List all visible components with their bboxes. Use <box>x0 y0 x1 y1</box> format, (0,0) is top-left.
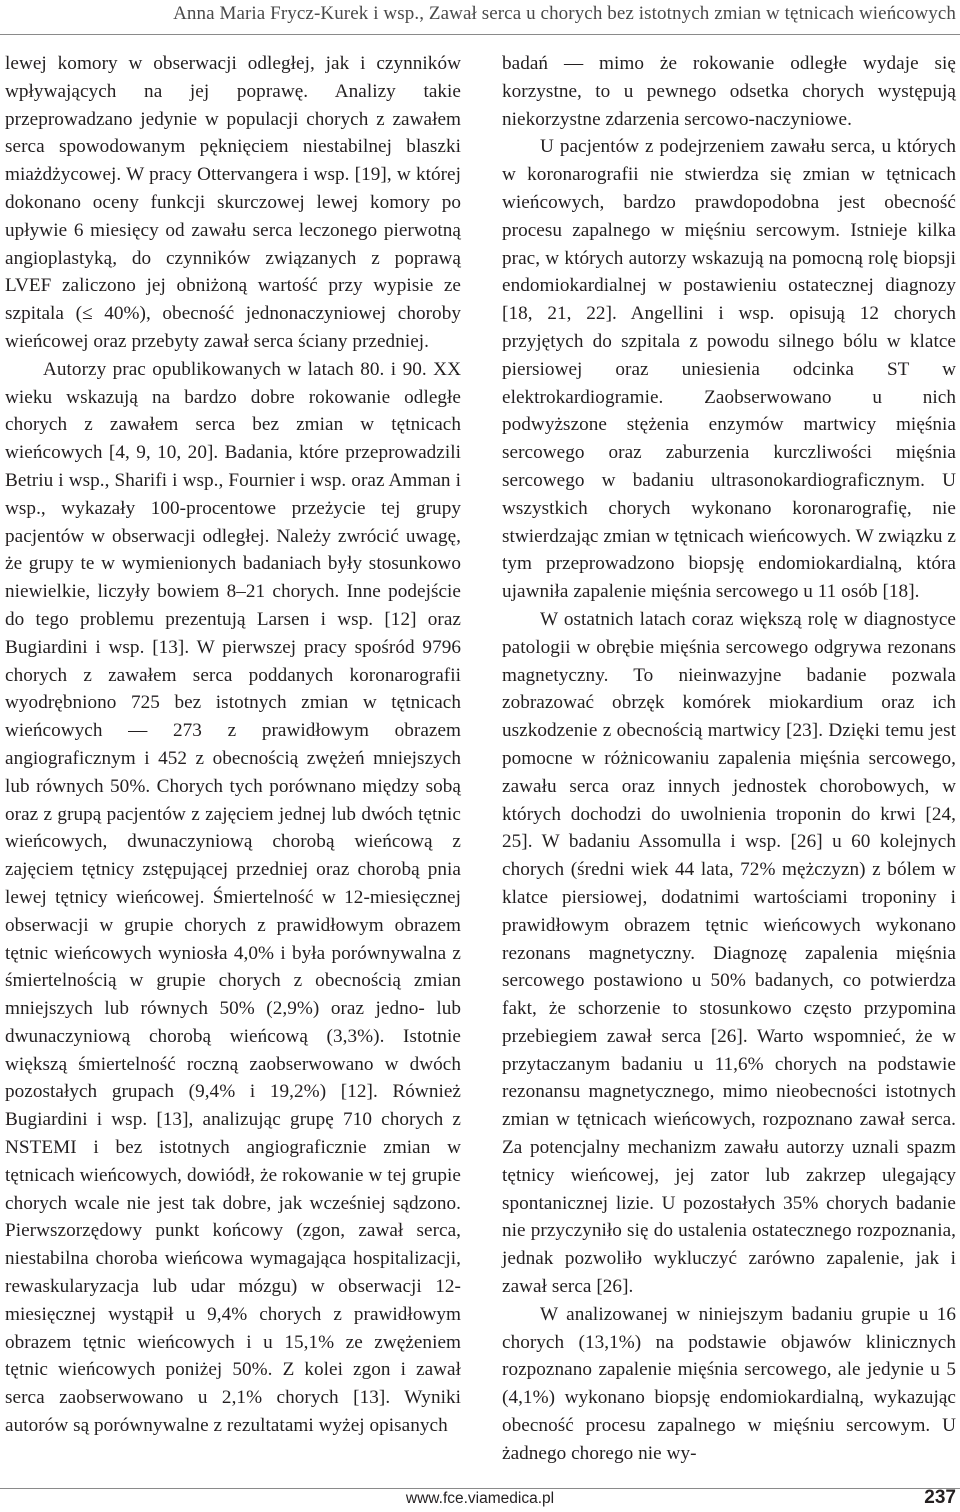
paragraph: Autorzy prac opublikowanych w latach 80. i 90. XX wieku wskazują na bardzo dobre rokowanie odległe chorych z zawałem serca bez zmian w tętnicach wieńcowych [4, 9, 10, 20]. Badania, które przeprowadzili Betriu i wsp., Sharifi i wsp., Fournier i wsp. oraz Amman i wsp., wykazały 100-procentowe przeżycie tej grupy pacjentów w obserwacji odległej. Należy zwrócić uwagę, że grupy te w wymienionych badaniach były stosunkowo niewielkie, liczyły bowiem 8–21 chorych. Inne podejście do tego problemu prezentują Larsen i wsp. [12] oraz Bugiardini i wsp. [13]. W pierwszej pracy spośród 9796 chorych z zawałem serca poddanych koronarografii wyodrębniono 725 bez istotnych zmian w tętnicach wieńcowych — 273 z prawidłowym obrazem angiograficznym i 452 z obecnością zwężeń mniejszych lub równych 50%. Chorych tych porównano między sobą oraz z grupą pacjentów z zajęciem jednej lub dwóch tętnic wieńcowych, dwunaczyniową chorobą wieńcową z zajęciem tętnicy zstępującej przedniej oraz chorobą pnia lewej tętnicy wieńcowej. Śmiertelność w 12-miesięcznej obserwacji w grupie chorych z prawidłowym obrazem tętnic wieńcowych wyniosła 4,0% i była porównywalna z śmiertelnością w grupie chorych z obecnością zmian mniejszych lub równych 50% (2,9%) oraz jedno- lub dwunaczyniową chorobą wieńcową (3,3%). Istotnie większą śmiertelność roczną zaobserwowano w dwóch pozostałych grupach (9,4% i 19,2%) [12]. Również Bugiardini i wsp. [13], analizując grupę 710 chorych z NSTEMI i bez istotnych angiograficznie zmian w tętnicach wieńcowych, dowiódł, że rokowanie w tej grupie chorych wcale nie jest tak dobre, jak wcześniej sądzono. Pierwszorzędowy punkt końcowy (zgon, zawał serca, niestabilna choroba wieńcowa wymagająca hospitalizacji, rewaskularyzacja lub udar mózgu) w obserwacji 12-miesięcznej wystąpił u 9,4% chorych z prawidłowym obrazem tętnic wieńcowych i u 15,1% ze zwężeniem tętnic wieńcowych poniżej 50%. Z kolei zgon i zawał serca zaobserwowano u 2,1% chorych [13]. Wyniki autorów są porównywalne z rezultatami wyżej opisanych <box>5 358 461 1437</box>
journal-url[interactable]: www.fce.viamedica.pl <box>405 1490 555 1507</box>
paragraph: W ostatnich latach coraz większą rolę w diagnostyce patologii w obrębie mięśnia sercowego odgrywa rezonans magnetyczny. To nieinwazyjne badanie pozwala zobrazować obrzęk komórek miokardium oraz ich uszkodzenie z obecnością martwicy [23]. Dzięki temu jest pomocne w różnicowaniu zapalenia mięśnia sercowego, zawału serca oraz innych jednostek chorobowych, w których dochodzi do uwolnienia troponin do krwi [24, 25]. W badaniu Assomulla i wsp. [26] u 60 kolejnych chorych (średni wiek 44 lata, 72% mężczyzn) z bólem w klatce piersiowej, dodatnimi wartościami troponiny i prawidłowym obrazem tętnic wieńcowych wykonano rezonans magnetyczny. Diagnozę zapalenia mięśnia sercowego postawiono u 50% badanych, co potwierdza fakt, że schorzenie to stosunkowo często przypomina przebiegiem zawał serca [26]. Warto wspomnieć, że w przytaczanym badaniu u 11,6% chorych na podstawie rezonansu magnetycznego, mimo nieobecności istotnych zmian w tętnicach wieńcowych, rozpoznano zawał serca. Za potencjalny mechanizm zawału autorzy uznali spazm tętnicy wieńcowej, jej zator lub zakrzep ulegający spontanicznej lizie. U pozostałych 35% chorych badanie nie przyczyniło się do ustalenia ostatecznego rozpoznania, jednak pozwoliło wykluczyć zarówno zapalenie, jak i zawał serca [26]. <box>502 608 956 1298</box>
footer-divider <box>0 1488 960 1489</box>
running-head: Anna Maria Frycz-Kurek i wsp., Zawał serca u chorych bez istotnych zmian w tętnicach wieńcowych <box>173 3 956 24</box>
right-column <box>502 50 956 1468</box>
header-divider <box>0 34 960 35</box>
paragraph: U pacjentów z podejrzeniem zawału serca, u których w koronarografii nie stwierdza się zmian w tętnicach wieńcowych, bardzo prawdopodobna jest obecność procesu zapalnego w mięśniu sercowym. Istnieje kilka prac, w których autorzy wskazują na pomocną rolę biopsji endomiokardialnej w postawieniu ostatecznej diagnozy [18, 21, 22]. Angellini i wsp. opisują 12 chorych przyjętych do szpitala z powodu silnego bólu w klatce piersiowej oraz uniesienia odcinka ST w elektrokardiogramie. Zaobserwowano u nich podwyższone stężenia enzymów martwicy mięśnia sercowego oraz zaburzenia kurczliwości mięśnia sercowego w badaniu ultrasonokardiograficznym. U wszystkich chorych wykonano koronarografię, nie stwierdzając zmian w tętnicach wieńcowych. W związku z tym przeprowadzono biopsję endomiokardialną, która ujawniła zapalenie mięśnia sercowego u 11 osób [18]. <box>502 136 956 603</box>
paragraph: W analizowanej w niniejszym badaniu grupie u 16 chorych (13,1%) na podstawie objawów klinicznych rozpoznano zapalenie mięśnia sercowego, ale jedynie u 5 (4,1%) wykonano biopsję endomiokardialną, wykazując obecność procesu zapalnego w mięśniu sercowym. U żadnego chorego nie wy- <box>502 1303 956 1464</box>
page-number: 237 <box>924 1487 956 1508</box>
paragraph: badań — mimo że rokowanie odległe wydaje się korzystne, to u pewnego odsetka chorych występują niekorzystne zdarzenia sercowo-naczyniowe. <box>502 53 956 130</box>
paragraph: lewej komory w obserwacji odległej, jak i czynników wpływających na jej poprawę. Analizy takie przeprowadzano jedynie w populacji chorych z zawałem serca spowodowanym pęknięciem niestabilnej blaszki miażdżycowej. W pracy Ottervangera i wsp. [19], w której dokonano oceny funkcji skurczowej lewej komory po upływie 6 miesięcy od zawału serca leczonego pierwotną angioplastyką, do czynników związanych z poprawą LVEF zaliczono jej obniżoną wartość przy wypisie ze szpitala (≤ 40%), obecność jednonaczyniowej choroby wieńcowej oraz przebyty zawał serca ściany przedniej. <box>5 53 461 352</box>
left-column <box>5 50 461 1440</box>
